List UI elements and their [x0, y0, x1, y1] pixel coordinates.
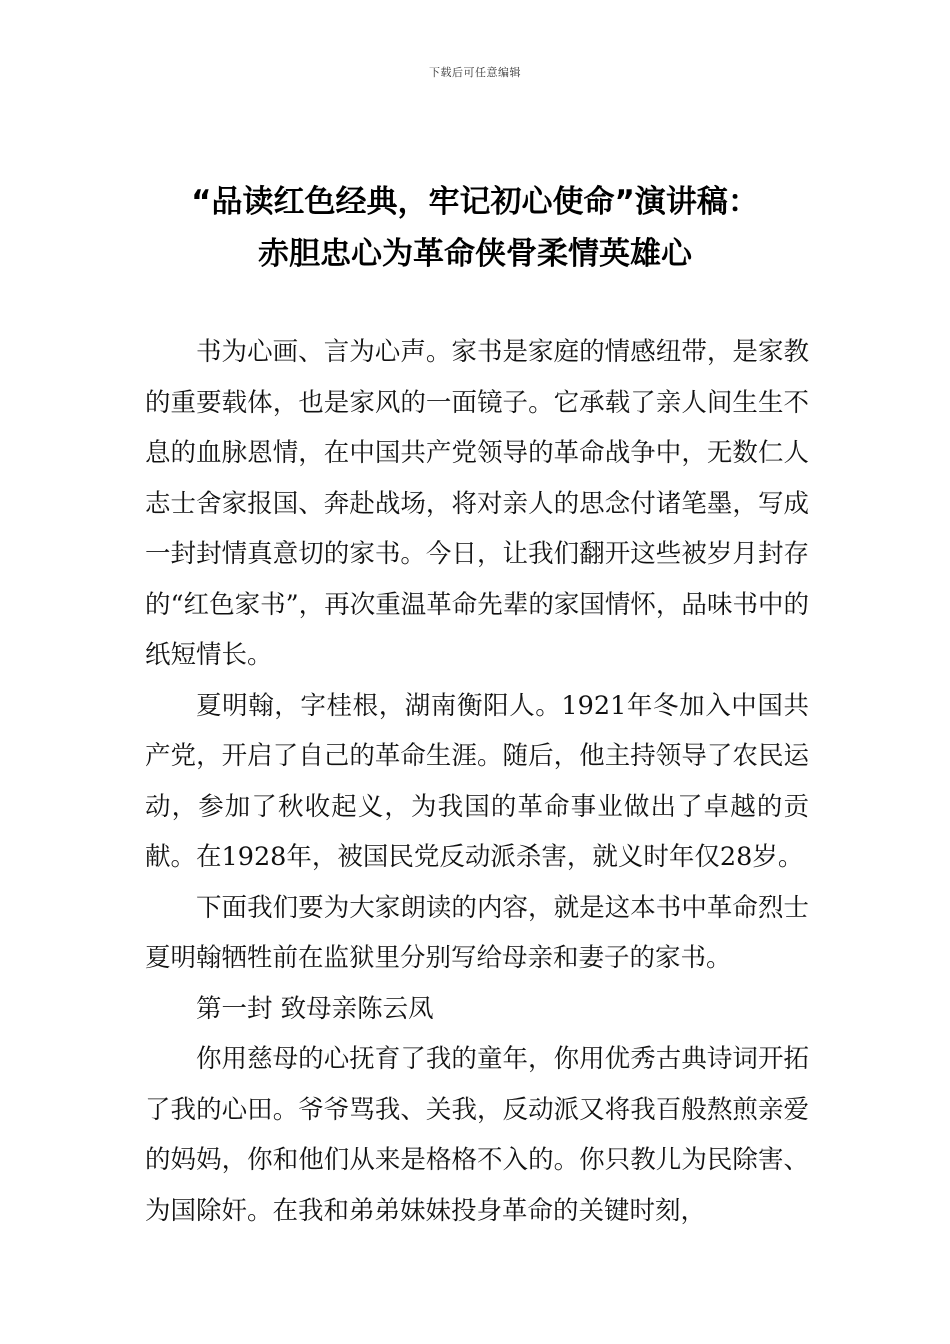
- paragraph-intro: 书为心画、言为心声。家书是家庭的情感纽带，是家教的重要载体，也是家风的一面镜子。它承载了亲人间生生不息的血脉恩情，在中国共产党领导的革命战争中，无数仁人志士舍家报国、奔赴战场，将对亲人的思念付诸笔墨，写成一封封情真意切的家书。今日，让我们翻开这些被岁月封存的“红色家书”，再次重温革命先辈的家国情怀，品味书中的纸短情长。: [145, 337, 809, 670]
- document-title: [60, 176, 890, 280]
- title-line-2: 赤胆忠心为革命侠骨柔情英雄心: [258, 236, 692, 272]
- header-note: 下载后可任意编辑: [429, 66, 521, 79]
- letter-heading: 第一封 致母亲陈云凤: [196, 993, 434, 1024]
- document-body: [145, 327, 809, 1236]
- paragraph-reading-intro: 下面我们要为大家朗读的内容，就是这本书中革命烈士夏明翰牺牲前在监狱里分别写给母亲和妻子的家书。: [145, 892, 809, 973]
- paragraph-letter-body: 你用慈母的心抚育了我的童年，你用优秀古典诗词开拓了我的心田。爷爷骂我、关我，反动派又将我百般熬煎亲爱的妈妈，你和他们从来是格格不入的。你只教儿为民除害、为国除奸。在我和弟弟妹妹投身革命的关键时刻，: [145, 1044, 809, 1226]
- paragraph-biography: 夏明翰，字桂根，湖南衡阳人。1921年冬加入中国共产党，开启了自己的革命生涯。随后，他主持领导了农民运动，参加了秋收起义，为我国的革命事业做出了卓越的贡献。在1928年，被国民党反动派杀害，就义时年仅28岁。: [145, 690, 809, 872]
- title-line-1: “品读红色经典，牢记初心使命”演讲稿：: [191, 184, 759, 220]
